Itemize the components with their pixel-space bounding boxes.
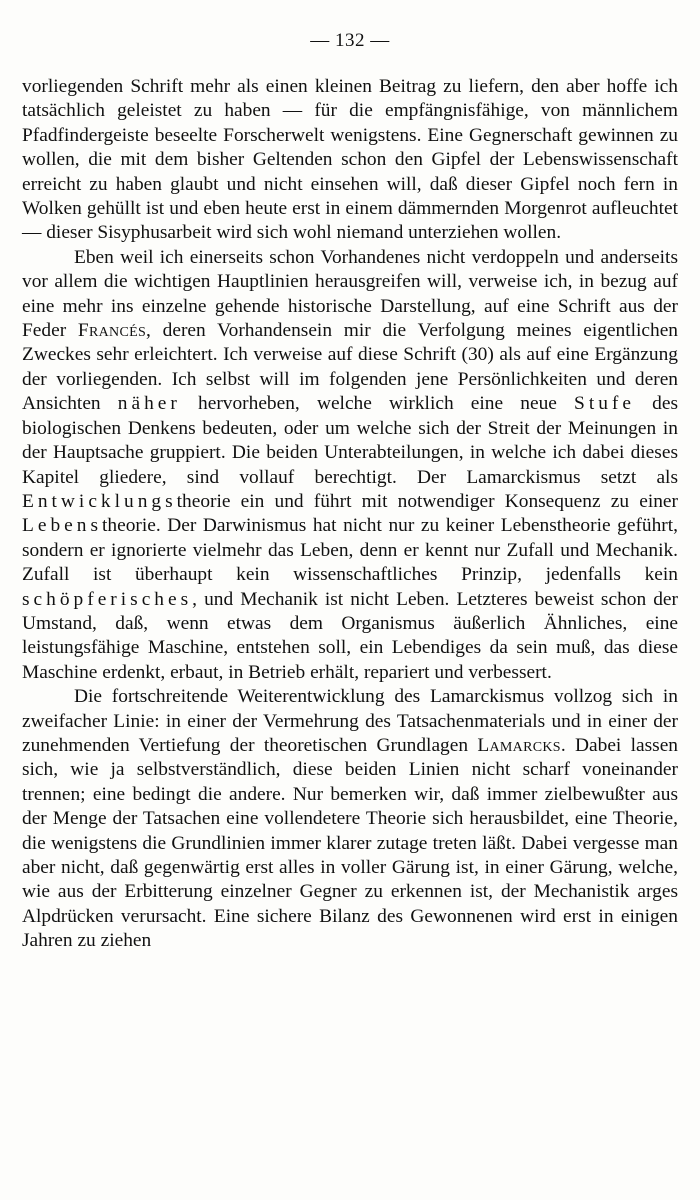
paragraph-fortschreitende bbox=[22, 685, 678, 953]
text-run: . Dabei lassen sich, wie ja selbstverständlich, diese beiden Linien nicht scharf voneinander trennen; eine bedingt die andere. Nur bemerken wir, daß immer zielbewußter aus der Menge der Tatsachen eine vollendetere Theorie sich herausbildet, eine Theorie, die wenigstens die Grundlinien immer klarer zutage treten läßt. Dabei vergesse man aber nicht, daß gegenwärtig erst alles in voller Gärung ist, in einer Gärung, welche, wie aus der Erbitterung einzelner Gegner zu erkennen ist, der Mechanistik arges Alpdrücken verursacht. Eine sichere Bilanz des Gewonnenen wird erst in einigen Jahren zu ziehen bbox=[22, 734, 678, 952]
text-run: Die fortschreitende Weiterentwicklung des Lamarckismus vollzog sich in zweifacher Linie: in einer der Vermehrung des Tatsachenmaterials und in einer der zunehmenden Vertiefung der theoretischen Grundlagen bbox=[22, 686, 678, 756]
spaced-emphasis: Lebens bbox=[22, 515, 102, 537]
spaced-emphasis: Entwicklungs bbox=[22, 490, 177, 512]
text-run: hervorheben, welche wirklich eine neue bbox=[180, 393, 575, 415]
spaced-emphasis: Stufe bbox=[574, 393, 635, 415]
text-run: , und Mechanik ist nicht Leben. Letzteres beweist schon der Umstand, daß, wenn etwas dem Organismus äußerlich Ähnliches, eine leistungsfähige Maschine, entstehen soll, ein Lebendiges da sein muß, das diese Maschine erdenkt, erbaut, in Betrieb erhält, repariert und verbessert. bbox=[22, 588, 678, 683]
paragraph-eben-weil bbox=[22, 246, 678, 685]
text-run: des biologischen Denkens bedeuten, oder um welche sich der Streit der Meinungen in der Hauptsache gruppiert. Die beiden Unterabteilungen, in welche ich dabei dieses Kapitel gliedere, sind vollauf berechtigt. Der Lamarckismus setzt als bbox=[22, 393, 678, 488]
text-run: theorie ein und führt mit notwendiger Konsequenz zu einer bbox=[176, 490, 678, 512]
page-number: — 132 — bbox=[310, 30, 390, 51]
body-text bbox=[22, 75, 678, 954]
paragraph-continuation: vorliegenden Schrift mehr als einen kleinen Beitrag zu liefern, den aber hoffe ich tatsächlich geleistet zu haben — für die empfängnisfähige, von männlichem Pfadfindergeiste beseelte Forscherwelt wenigstens. Eine Gegnerschaft gewinnen zu wollen, die mit dem bisher Geltenden schon den Gipfel der Lebenswissenschaft erreicht zu haben glaubt und nicht einsehen will, daß dieser Gipfel noch fern in Wolken gehüllt ist und eben heute erst in einem dämmernden Morgenrot aufleuchtet — dieser Sisyphusarbeit wird sich wohl niemand unterziehen wollen. bbox=[22, 76, 678, 244]
spaced-emphasis: schöpferisches bbox=[22, 588, 193, 610]
text-run: Eben weil ich einerseits schon Vorhandenes nicht verdoppeln und anderseits vor allem die wichtigen Hauptlinien herausgreifen will, verweise ich, in bezug auf eine mehr ins einzelne gehende historische Darstellung, auf eine Schrift aus der Feder bbox=[22, 246, 678, 342]
text-run: theorie. Der Darwinismus hat nicht nur zu keiner Lebenstheorie geführt, sondern er ignorierte vielmehr das Leben, denn er kennt nur Zufall und Mechanik. Zufall ist überhaupt kein wissenschaftliches Prinzip, jedenfalls kein bbox=[22, 515, 678, 586]
text-run: , deren Vorhandensein mir die Verfolgung meines eigentlichen Zweckes sehr erleichtert. Ich verweise auf diese Schrift (30) als auf eine Ergänzung der vorliegenden. Ich selbst will im folgenden jene Persönlichkeiten und deren Ansichten bbox=[22, 320, 679, 415]
author-name-frances: Francés bbox=[77, 320, 147, 342]
author-name-lamarck: Lamarcks bbox=[477, 734, 561, 756]
spaced-emphasis: näher bbox=[117, 393, 181, 415]
